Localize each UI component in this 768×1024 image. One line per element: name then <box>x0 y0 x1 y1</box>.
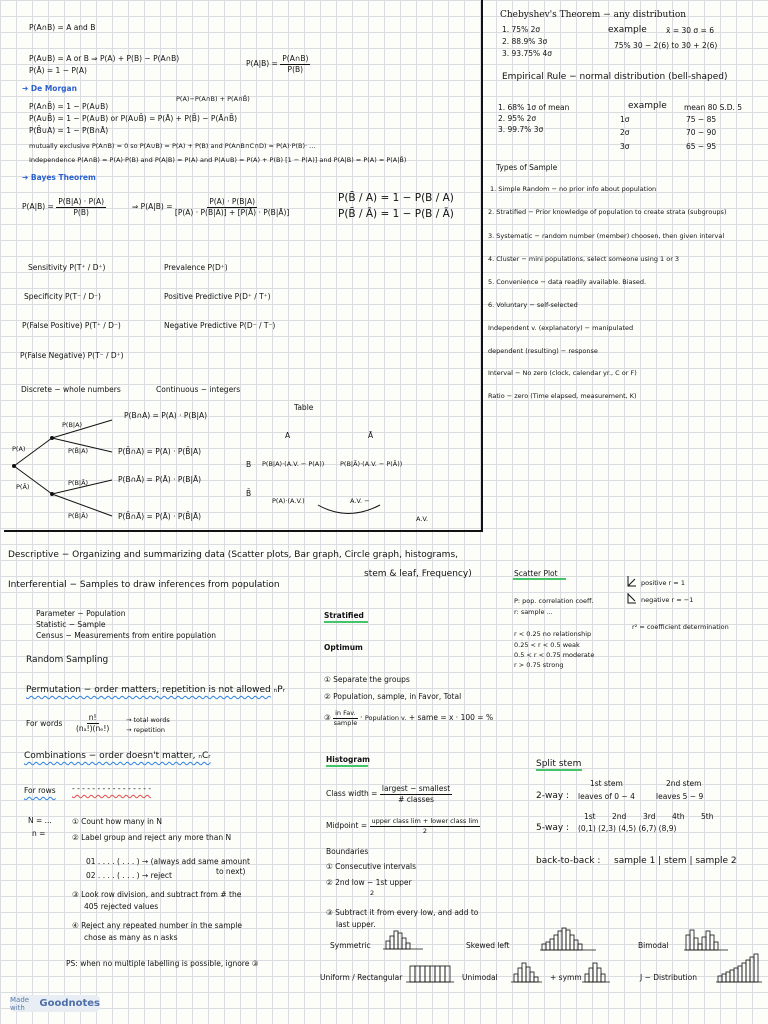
tree-result-4: P(B̄∩Ā) = P(Ā) · P(B̄|Ā) <box>118 512 202 521</box>
empirical-2: 2. 95% 2σ <box>498 114 537 123</box>
words-note-2: → repetition <box>126 726 165 734</box>
empirical-row-3-value: 65 − 95 <box>686 142 717 151</box>
optimum-result: + same = x · 100 = % <box>408 713 494 722</box>
sample-type-6: 6. Voluntary − self-selected <box>488 301 578 309</box>
tree-branches <box>14 420 112 516</box>
split-stem-h1: 1st stem <box>590 779 623 788</box>
empirical-1: 1. 68% 1σ of mean <box>498 103 570 112</box>
independent-variable: Independent v. (explanatory) − manipulated <box>488 324 634 332</box>
specificity: Specificity P(T⁻ / D⁻) <box>24 292 101 301</box>
table-cell-4: A.V. − <box>350 497 370 505</box>
label-01: 01 . . . . ( . . . ) → (always add same amount <box>86 857 250 866</box>
table-col-a: A <box>285 431 291 440</box>
goodnotes-badge-small: Made with <box>10 995 30 1012</box>
chebyshev-example-values: x̄ = 30 σ = 6 <box>666 26 714 35</box>
histogram-symm-icon <box>582 963 610 982</box>
bayes2-numerator: P(A) · P(B|A) <box>209 197 256 206</box>
two-way-a: leaves of 0 − 4 <box>578 792 635 801</box>
chebyshev-example-label: example <box>608 25 647 35</box>
step-4: ④ Reject any repeated number in the sample <box>72 921 242 930</box>
positive-predictive: Positive Predictive P(D⁺ / T⁺) <box>164 292 271 301</box>
midpoint-denominator: 2 <box>422 826 427 835</box>
empirical-3: 3. 99.7% 3σ <box>498 125 544 134</box>
scatter-r: r: sample ... <box>514 608 553 616</box>
bayes-formula-1 <box>22 198 106 216</box>
interval-scale: Interval − No zero (clock, calendar yr., C or F) <box>488 369 637 377</box>
class-width-numerator: largest − smallest <box>381 784 451 793</box>
conditional-denominator: P(B) <box>287 64 304 74</box>
midpoint-numerator: upper class lim + lower class lim <box>371 817 479 825</box>
scatter-corr-1: r < 0.25 no relationship <box>514 630 592 638</box>
prevalence: Prevalence P(D⁺) <box>164 263 228 272</box>
combinations-text: Combinations − order doesn't matter, ₙCᵣ <box>24 751 211 761</box>
scatter-title: Scatter Plot <box>514 569 558 578</box>
words-fraction <box>76 714 109 732</box>
class-width <box>326 785 452 803</box>
scatter-p: P: pop. correlation coeff. <box>514 597 594 605</box>
optimum-step-1: ① Separate the groups <box>324 675 410 684</box>
tree-label-pbbara: P(B̄|A) <box>68 447 89 455</box>
stratified-title: Stratified <box>324 611 364 620</box>
tree-label-pbbarabar: P(B̄|Ā) <box>68 512 89 520</box>
independence-rule: Independence P(A∩B) = P(A)·P(B) and P(A|B) = P(A) and P(A∪B) = P(A) + P(B) [1 − P(A)] and P(A|B) = P(A) = P(A|B̄) <box>29 156 407 164</box>
for-rows-text: For rows <box>24 786 56 795</box>
descriptive-definition: Descriptive − Organizing and summarizing data (Scatter plots, Bar graph, Circle graph, histograms, <box>8 550 458 560</box>
chebyshev-3: 3. 93.75% 4σ <box>502 49 553 58</box>
five-way-1st: 1st <box>584 812 596 821</box>
histogram-skewed-left-icon <box>540 928 596 950</box>
optimum-fraction <box>333 710 358 726</box>
five-way-3rd: 3rd <box>643 812 656 821</box>
n-equals: N = ... <box>28 816 52 825</box>
sample-type-4: 4. Cluster − mini populations, select someone using 1 or 3 <box>488 255 680 263</box>
tree-node-abar <box>50 492 54 496</box>
bayes-complement-2: P(B̄ / Ā) = 1 − P(B / Ā) <box>338 208 454 220</box>
permutation-definition <box>26 686 285 695</box>
words-denominator: (nₐ!)(nₑ!) <box>76 723 110 733</box>
chebyshev-2: 2. 88.9% 3σ <box>502 37 548 46</box>
goodnotes-badge <box>10 995 100 1012</box>
random-sampling-title: Random Sampling <box>26 655 109 665</box>
histogram-symmetric-icon <box>383 931 423 949</box>
bayes-title: ➔ Bayes Theorem <box>22 173 96 182</box>
tree-node-a <box>50 436 54 440</box>
bayes1-fraction <box>56 198 106 216</box>
split-stem-h2: 2nd stem <box>666 779 702 788</box>
chebyshev-example-range: 75% 30 − 2(6) to 30 + 2(6) <box>614 41 718 50</box>
conditional-lhs: P(A|B) = <box>246 59 278 68</box>
negative-corner-icon <box>628 593 636 603</box>
permutation-symbol: ₙPᵣ <box>273 685 285 695</box>
step-3-cont: 405 rejected values <box>84 902 159 911</box>
bayes-formula-2 <box>132 198 289 216</box>
scatter-positive: positive r = 1 <box>641 579 685 587</box>
two-way-label: 2-way : <box>536 791 570 801</box>
optimum-dot: · <box>360 713 363 722</box>
five-way-5th: 5th <box>701 812 714 821</box>
demorgan-line-3: P(B̄∪A) = 1 − P(B∩Ā) <box>29 126 109 135</box>
empirical-title: Empirical Rule − normal distribution (bell-shaped) <box>502 72 728 82</box>
conditional-numerator: P(A∩B) <box>282 54 309 63</box>
bayes1-denominator: P(B) <box>73 207 89 217</box>
ratio-scale: Ratio − zero (Time elapsed, measurement, K) <box>488 392 637 400</box>
step-4-cont: chose as many as n asks <box>84 933 178 942</box>
false-positive: P(False Positive) P(T⁺ / D⁻) <box>22 321 121 330</box>
sample-type-2: 2. Stratified − Prior knowledge of population to create strata (subgroups) <box>488 208 727 216</box>
histogram-unimodal-icon <box>511 963 542 982</box>
bayes1-lhs: P(A|B) = <box>22 202 54 211</box>
boundaries-step-2-den: 2 <box>370 889 375 897</box>
table-col-abar: Ā <box>368 431 374 440</box>
class-width-lhs: Class width = <box>326 789 378 798</box>
boundaries-step-2: ② 2nd low − 1st upper <box>326 878 412 887</box>
optimum-step-3-number: ③ <box>324 713 331 722</box>
demorgan-side-note: P(A)−P(A∩B) + P(A∩B̄) <box>176 95 250 103</box>
inferential-definition: Interferential − Samples to draw inferences from population <box>8 580 280 590</box>
parameter-definition: Parameter − Population <box>36 609 126 618</box>
five-way-2nd: 2nd <box>612 812 627 821</box>
complement-rule: P(Ā) = 1 − P(A) <box>29 66 87 75</box>
histogram-title: Histogram <box>326 755 370 764</box>
label-symmetric: Symmetric <box>330 941 371 950</box>
optimum-step-3 <box>324 710 493 726</box>
boundaries-title: Boundaries <box>326 847 369 856</box>
boundaries-step-3: ③ Subtract it from every low, and add to <box>326 908 479 917</box>
midpoint-lhs: Midpoint = <box>326 821 368 830</box>
step-2: ② Label group and reject any more than N <box>72 833 232 842</box>
for-rows-label <box>24 787 56 795</box>
boundaries-step-1: ① Consecutive intervals <box>326 862 417 871</box>
table-cell-1: P(B|A)·(A.V. − P(A)) <box>262 460 325 468</box>
demorgan-title: ➔ De Morgan <box>22 84 77 93</box>
permutation-text: Permutation − order matters, repetition is not allowed <box>26 685 271 695</box>
demorgan-title-text: De Morgan <box>30 84 77 93</box>
histogram-bimodal-icon <box>684 930 728 950</box>
tree-label-pa: P(A) <box>12 445 26 453</box>
intersection-rule: P(A∩B) = A and B <box>29 23 96 32</box>
label-uniform: Uniform / Rectangular <box>320 973 403 982</box>
histogram-uniform-icon <box>406 966 454 982</box>
table-av: A.V. <box>416 515 429 523</box>
label-symm: + symm <box>550 973 582 982</box>
n-small: n = <box>32 829 46 838</box>
false-negative: P(False Negative) P(T⁻ / D⁺) <box>20 351 124 360</box>
five-way-values: (0,1) (2,3) (4,5) (6,7) (8,9) <box>578 824 677 833</box>
words-note-1: → total words <box>126 716 170 724</box>
empirical-row-1-value: 75 − 85 <box>686 115 717 124</box>
words-frac <box>76 714 109 732</box>
dependent-variable: dependent (resulting) − response <box>488 347 598 355</box>
table-row-b: B <box>246 460 252 469</box>
descriptive-definition-cont: stem & leaf, Frequency) <box>364 569 472 579</box>
midpoint-fraction <box>370 818 481 834</box>
bayes2-fraction <box>175 198 289 216</box>
empirical-row-1-key: 1σ <box>620 115 630 124</box>
combinations-definition <box>24 752 211 761</box>
sensitivity: Sensitivity P(T⁺ / D⁺) <box>28 263 106 272</box>
tree-root-node <box>12 464 16 468</box>
census-definition: Census − Measurements from entire population <box>36 631 217 640</box>
back-to-back-label: back-to-back : <box>536 856 601 866</box>
demorgan-line-2: P(A∪B̄) = 1 − P(A∪B) or P(A∪B̄) = P(Ā) + P(B̄) − P(Ā∩B̄) <box>29 114 238 123</box>
optimum-population: Population v. <box>364 714 407 722</box>
tree-label-pabar: P(Ā) <box>16 483 30 491</box>
optimum-step-2: ② Population, sample, in Favor, Total <box>324 692 462 701</box>
table-row-bbar: B̄ <box>246 489 252 498</box>
class-width-denominator: # classes <box>398 794 434 804</box>
empirical-example-values: mean 80 S.D. 5 <box>684 103 743 112</box>
tree-label-pbabar: P(B|Ā) <box>68 479 89 487</box>
label-j-distribution: J − Distribution <box>640 973 698 982</box>
tree-result-3: P(B∩Ā) = P(Ā) · P(B|Ā) <box>118 475 202 484</box>
tree-label-pba: P(B|A) <box>62 421 83 429</box>
bayes2-denominator: [P(A) · P(B|A)] + [P(Ā) · P(B|Ā)] <box>174 207 290 217</box>
optimum-title: Optimum <box>324 643 363 652</box>
conditional-fraction <box>280 55 310 73</box>
sample-types-title: Types of Sample <box>496 163 558 172</box>
scatter-corr-3: 0.5 < r < 0.75 moderate <box>514 651 595 659</box>
two-way-b: leaves 5 − 9 <box>656 792 704 801</box>
five-way-label: 5-way : <box>536 823 570 833</box>
rows-marks <box>72 785 151 793</box>
for-words-label: For words <box>26 719 63 728</box>
rows-marks-text: - - - - - - - - - - - - - - - - <box>72 784 152 793</box>
histogram-j-distribution-icon <box>716 954 762 982</box>
table-cell-3: P(A)·(A.V.) <box>272 497 305 505</box>
optimum-denominator: sample <box>333 718 358 727</box>
statistic-definition: Statistic − Sample <box>36 620 106 629</box>
bayes-title-text: Bayes Theorem <box>30 173 96 182</box>
table-cell-2: P(B|Ā)·(A.V. − P(Ā)) <box>340 460 403 468</box>
chebyshev-title: Chebyshev's Theorem − any distribution <box>500 10 687 20</box>
bayes1-numerator: P(B|A) · P(A) <box>58 197 105 206</box>
sample-type-1: 1. Simple Random − no prior info about population <box>490 185 657 193</box>
class-width-fraction <box>380 785 452 803</box>
midpoint <box>326 818 480 834</box>
scatter-corr-2: 0.25 < r < 0.5 weak <box>514 641 580 649</box>
bayes-complement-1: P(B̄ / A) = 1 − P(B / A) <box>338 192 454 204</box>
scatter-r-squared: r² = coefficient determination <box>632 623 729 631</box>
optimum-numerator: in Fav. <box>335 709 356 717</box>
words-numerator: n! <box>88 713 97 722</box>
goodnotes-badge-big: Goodnotes <box>39 998 100 1009</box>
union-rule: P(A∪B) = A or B ⇒ P(A) + P(B) − P(A∩B) <box>29 54 180 63</box>
bayes2-lhs: ⇒ P(A|B) = <box>132 202 173 211</box>
table-curve-arrow <box>318 505 380 514</box>
label-01-cont: to next) <box>216 867 246 876</box>
positive-corner-icon <box>628 576 636 586</box>
empirical-example-label: example <box>628 101 667 111</box>
five-way-4th: 4th <box>672 812 685 821</box>
label-skewed-left: Skewed left <box>466 941 510 950</box>
discrete-definition: Discrete − whole numbers <box>21 385 121 394</box>
negative-predictive: Negative Predictive P(D⁻ / T⁻) <box>164 321 276 330</box>
label-unimodal: Unimodal <box>462 973 498 982</box>
table-title: Table <box>294 403 314 412</box>
back-to-back-values: sample 1 | stem | sample 2 <box>614 856 737 866</box>
step-3: ③ Look row division, and subtract from # the <box>72 890 242 899</box>
split-stem-title: Split stem <box>536 759 582 769</box>
chebyshev-1: 1. 75% 2σ <box>502 25 541 34</box>
tree-result-1: P(B∩A) = P(A) · P(B|A) <box>124 411 208 420</box>
continuous-definition: Continuous − integers <box>156 385 241 394</box>
sample-type-3: 3. Systematic − random number (member) choosen, then given interval <box>488 232 725 240</box>
tree-result-2: P(B̄∩A) = P(A) · P(B̄|A) <box>118 447 202 456</box>
scatter-corr-4: r > 0.75 strong <box>514 661 564 669</box>
conditional-rule <box>246 55 310 73</box>
empirical-row-2-value: 70 − 90 <box>686 128 717 137</box>
step-1: ① Count how many in N <box>72 817 162 826</box>
empirical-row-3-key: 3σ <box>620 142 630 151</box>
empirical-row-2-key: 2σ <box>620 128 630 137</box>
ps-note: PS: when no multiple labelling is possible, ignore ③ <box>66 959 259 968</box>
demorgan-line-1: P(A∩B̄) = 1 − P(A∪B) <box>29 102 109 111</box>
sample-type-5: 5. Convenience − data readily available. Biased. <box>488 278 647 286</box>
boundaries-step-3-cont: last upper. <box>336 920 376 929</box>
scatter-negative: negative r = −1 <box>641 596 694 604</box>
label-02: 02 . . . . ( . . . ) → reject <box>86 871 172 880</box>
label-bimodal: Bimodal <box>638 941 669 950</box>
mutually-exclusive-rule: mutually exclusive P(A∩B) = 0 so P(A∪B) = P(A) + P(B) and P(A∩B∩C∩D) = P(A)·P(B)· ... <box>29 142 316 150</box>
